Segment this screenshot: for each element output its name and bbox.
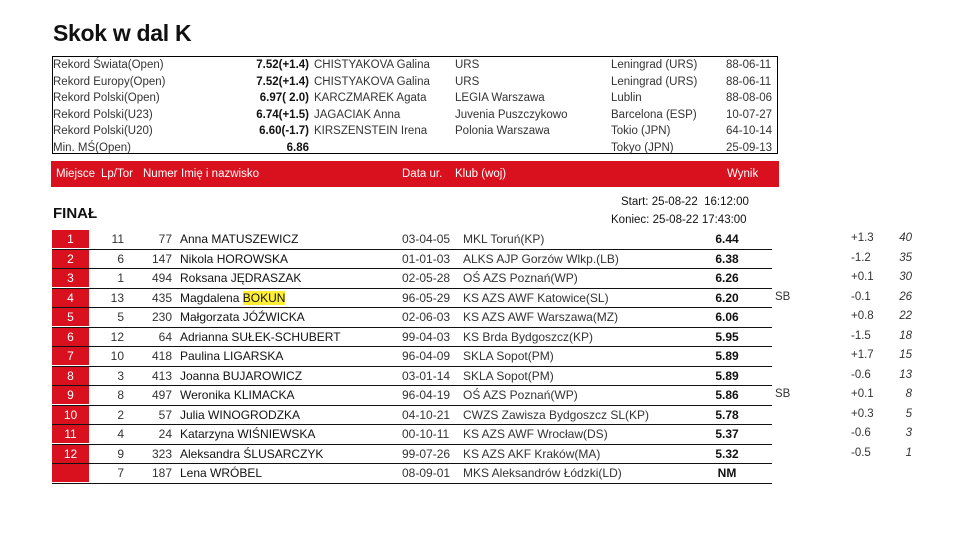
result-wind: -0.5 bbox=[851, 446, 871, 459]
result-birth: 03-01-14 bbox=[402, 368, 451, 383]
record-date: 64-10-14 bbox=[726, 125, 773, 137]
first-name: Weronika bbox=[180, 388, 231, 402]
result-birth: 00-10-11 bbox=[402, 427, 450, 441]
result-birth: 99-07-26 bbox=[402, 446, 451, 461]
result-birth: 96-04-19 bbox=[402, 388, 451, 402]
header-birth: Data ur. bbox=[402, 168, 443, 180]
record-club: URS bbox=[455, 75, 480, 88]
record-date: 88-06-11 bbox=[726, 75, 772, 88]
last-name: WINOGRODZKA bbox=[208, 407, 301, 422]
header-club: Klub (woj) bbox=[455, 168, 507, 180]
page-title: Skok w dal K bbox=[53, 20, 192, 46]
first-name: Katarzyna bbox=[180, 427, 235, 441]
first-name: Magdalena bbox=[180, 290, 240, 305]
record-club: LEGIA Warszawa bbox=[455, 92, 545, 104]
result-row bbox=[52, 269, 772, 289]
result-club: KS AZS AKF Kraków(MA) bbox=[463, 446, 601, 461]
last-name: KLIMACKA bbox=[233, 388, 295, 402]
start-clock: 16:12:00 bbox=[704, 196, 749, 208]
result-row bbox=[52, 308, 772, 328]
result-club: KS AZS AWF Wrocław(DS) bbox=[463, 427, 608, 441]
result-lp: 9 bbox=[117, 446, 124, 461]
result-row bbox=[52, 230, 772, 250]
record-row bbox=[53, 90, 777, 106]
result-place: 11 bbox=[52, 425, 89, 443]
result-lp: 2 bbox=[117, 407, 124, 422]
result-points: 3 bbox=[905, 427, 912, 439]
record-result: 6.86 bbox=[286, 141, 309, 154]
last-name: MATUSZEWICZ bbox=[211, 232, 299, 246]
result-name bbox=[180, 427, 315, 441]
record-result: 6.97( 2.0) bbox=[259, 92, 309, 104]
last-name: JĘDRASZAK bbox=[230, 271, 302, 285]
result-points: 22 bbox=[899, 310, 912, 322]
result-value: 5.89 bbox=[715, 368, 739, 383]
result-place: 12 bbox=[52, 445, 89, 463]
record-row bbox=[53, 57, 777, 73]
result-row bbox=[52, 367, 772, 387]
result-club: SKLA Sopot(PM) bbox=[463, 368, 554, 383]
result-value: NM bbox=[717, 466, 737, 480]
first-name: Roksana bbox=[180, 271, 228, 285]
record-club: Polonia Warszawa bbox=[455, 125, 550, 137]
first-name: Adrianna bbox=[180, 329, 229, 344]
record-name: Rekord Polski(U20) bbox=[53, 125, 153, 137]
record-name: Rekord Europy(Open) bbox=[53, 75, 166, 88]
result-place: 8 bbox=[52, 367, 89, 385]
record-name: Rekord Świata(Open) bbox=[53, 59, 164, 71]
result-lp: 7 bbox=[117, 466, 124, 480]
result-wind: -1.2 bbox=[851, 251, 871, 264]
result-bib: 77 bbox=[158, 232, 172, 246]
result-place: 5 bbox=[52, 308, 89, 326]
result-lp: 8 bbox=[117, 388, 124, 402]
result-name bbox=[180, 369, 302, 383]
result-wind: -0.6 bbox=[851, 368, 871, 381]
result-name bbox=[180, 232, 298, 246]
last-name: WRÓBEL bbox=[210, 466, 263, 480]
result-place: 1 bbox=[52, 230, 89, 248]
result-club: CWZS Zawisza Bydgoszcz SL(KP) bbox=[463, 407, 650, 422]
start-label: Start: bbox=[621, 196, 649, 208]
result-wind: +0.1 bbox=[851, 388, 874, 400]
record-club: URS bbox=[455, 59, 480, 71]
result-club: ALKS AJP Gorzów Wlkp.(LB) bbox=[463, 251, 619, 266]
result-points: 1 bbox=[905, 446, 912, 459]
result-birth: 04-10-21 bbox=[402, 407, 451, 422]
last-name: LIGARSKA bbox=[223, 349, 284, 363]
record-date: 25-09-13 bbox=[726, 141, 773, 154]
result-wind: +0.8 bbox=[851, 310, 874, 322]
record-result: 7.52(+1.4) bbox=[256, 75, 309, 88]
last-name: JÓŹWICKA bbox=[242, 310, 305, 324]
record-result: 6.74(+1.5) bbox=[256, 108, 309, 121]
result-value: 5.95 bbox=[715, 329, 739, 344]
result-wind: +0.3 bbox=[851, 407, 874, 420]
record-date: 88-06-11 bbox=[726, 59, 772, 71]
result-bib: 187 bbox=[151, 466, 172, 480]
result-bib: 57 bbox=[158, 407, 172, 422]
result-lp: 3 bbox=[117, 368, 124, 383]
record-name: Min. MŚ(Open) bbox=[53, 141, 131, 154]
result-lp: 13 bbox=[110, 290, 124, 305]
result-bib: 323 bbox=[151, 446, 172, 461]
result-value: 5.89 bbox=[715, 349, 739, 363]
result-club: MKL Toruń(KP) bbox=[463, 232, 545, 246]
first-name: Joanna bbox=[180, 368, 220, 383]
result-name bbox=[180, 349, 283, 363]
record-place: Tokyo (JPN) bbox=[611, 141, 674, 154]
result-row bbox=[52, 347, 772, 367]
result-wind: -0.6 bbox=[851, 427, 871, 439]
result-value: 6.06 bbox=[715, 310, 739, 324]
result-bib: 230 bbox=[151, 310, 172, 324]
record-row bbox=[53, 107, 777, 123]
result-row bbox=[52, 425, 772, 445]
result-name bbox=[180, 252, 288, 266]
end-label: Koniec: bbox=[611, 214, 650, 226]
result-name bbox=[180, 388, 295, 402]
result-row bbox=[52, 289, 772, 309]
result-points: 40 bbox=[899, 232, 912, 244]
result-note: SB bbox=[775, 388, 791, 400]
result-value: 5.86 bbox=[715, 388, 739, 402]
result-name bbox=[180, 466, 262, 480]
record-athlete: KIRSZENSTEIN Irena bbox=[314, 125, 428, 137]
first-name: Aleksandra bbox=[180, 446, 241, 461]
result-name bbox=[180, 447, 323, 461]
result-name bbox=[180, 271, 301, 285]
result-points: 5 bbox=[905, 407, 912, 420]
result-birth: 96-04-09 bbox=[402, 349, 451, 363]
result-birth: 08-09-01 bbox=[402, 466, 451, 480]
record-date: 88-08-06 bbox=[726, 92, 773, 104]
first-name: Paulina bbox=[180, 349, 221, 363]
result-place: 9 bbox=[52, 386, 89, 404]
result-bib: 147 bbox=[151, 251, 172, 266]
result-wind: -1.5 bbox=[851, 329, 871, 342]
first-name: Nikola bbox=[180, 251, 214, 266]
last-name: WIŚNIEWSKA bbox=[237, 427, 316, 441]
record-athlete: CHISTYAKOVA Galina bbox=[314, 59, 430, 71]
record-club: Juvenia Puszczykowo bbox=[455, 108, 568, 121]
result-lp: 6 bbox=[117, 251, 124, 266]
result-name bbox=[180, 291, 285, 305]
result-lp: 10 bbox=[110, 349, 124, 363]
result-row bbox=[52, 250, 772, 270]
start-date: 25-08-22 bbox=[651, 196, 698, 208]
header-bib: Numer bbox=[143, 168, 178, 180]
result-name bbox=[180, 408, 300, 422]
header-result: Wynik bbox=[727, 168, 759, 180]
record-place: Barcelona (ESP) bbox=[611, 108, 697, 121]
result-wind: +1.3 bbox=[851, 232, 874, 244]
result-points: 13 bbox=[899, 368, 912, 381]
result-value: 5.37 bbox=[715, 427, 739, 441]
record-place: Tokio (JPN) bbox=[611, 125, 671, 137]
header-lp: Lp/Tor bbox=[101, 168, 133, 180]
record-athlete: CHISTYAKOVA Galina bbox=[314, 75, 430, 88]
result-place: 3 bbox=[52, 269, 89, 287]
result-birth: 02-05-28 bbox=[402, 271, 451, 285]
result-club: OŚ AZS Poznań(WP) bbox=[463, 388, 578, 402]
result-place: 2 bbox=[52, 250, 89, 268]
header-place: Miejsce bbox=[56, 168, 95, 180]
result-club: KS AZS AWF Katowice(SL) bbox=[463, 290, 609, 305]
result-birth: 01-01-03 bbox=[402, 251, 451, 266]
result-bib: 497 bbox=[151, 388, 172, 402]
result-club: MKS Aleksandrów Łódzki(LD) bbox=[463, 466, 622, 480]
result-lp: 12 bbox=[110, 329, 124, 344]
record-result: 7.52(+1.4) bbox=[256, 59, 309, 71]
result-name bbox=[180, 310, 305, 324]
result-place: 6 bbox=[52, 328, 89, 346]
result-points: 8 bbox=[905, 388, 912, 400]
result-value: 6.20 bbox=[715, 290, 739, 305]
record-row bbox=[53, 123, 777, 139]
result-place: 10 bbox=[52, 406, 89, 424]
result-club: OŚ AZS Poznań(WP) bbox=[463, 271, 578, 285]
result-row bbox=[52, 406, 772, 426]
last-name: BUJAROWICZ bbox=[222, 368, 303, 383]
end-time bbox=[611, 214, 747, 226]
last-name: ŚLUSARCZYK bbox=[243, 446, 324, 461]
result-lp: 5 bbox=[117, 310, 124, 324]
result-bib: 494 bbox=[151, 271, 172, 285]
result-place: 4 bbox=[52, 289, 89, 307]
result-wind: +1.7 bbox=[851, 349, 874, 361]
result-club: KS Brda Bydgoszcz(KP) bbox=[463, 329, 594, 344]
round-title: FINAŁ bbox=[53, 205, 98, 222]
start-time bbox=[621, 196, 749, 208]
result-note: SB bbox=[775, 290, 791, 303]
record-place: Leningrad (URS) bbox=[611, 75, 698, 88]
result-wind: +0.1 bbox=[851, 271, 874, 283]
result-place bbox=[52, 464, 89, 482]
result-value: 6.44 bbox=[715, 232, 739, 246]
first-name: Lena bbox=[180, 466, 207, 480]
record-row bbox=[53, 140, 777, 156]
record-result: 6.60(-1.7) bbox=[259, 125, 309, 137]
end-date: 25-08-22 bbox=[652, 214, 699, 226]
record-athlete: KARCZMAREK Agata bbox=[314, 92, 427, 104]
record-name: Rekord Polski(U23) bbox=[53, 108, 153, 121]
record-place: Lublin bbox=[611, 92, 642, 104]
result-bib: 435 bbox=[151, 290, 172, 305]
result-name bbox=[180, 330, 341, 344]
last-name: BOKUN bbox=[242, 290, 286, 305]
header-name: Imię i nazwisko bbox=[181, 168, 259, 180]
result-lp: 4 bbox=[117, 427, 124, 441]
last-name: SUŁEK-SCHUBERT bbox=[231, 329, 341, 344]
record-date: 10-07-27 bbox=[726, 108, 773, 121]
result-points: 15 bbox=[899, 349, 912, 361]
first-name: Małgorzata bbox=[180, 310, 240, 324]
last-name: HOROWSKA bbox=[216, 251, 289, 266]
result-value: 6.26 bbox=[715, 271, 739, 285]
result-club: KS AZS AWF Warszawa(MZ) bbox=[463, 310, 619, 324]
record-place: Leningrad (URS) bbox=[611, 59, 698, 71]
result-value: 5.78 bbox=[715, 407, 739, 422]
result-birth: 03-04-05 bbox=[402, 232, 451, 246]
result-row bbox=[52, 328, 772, 348]
result-birth: 96-05-29 bbox=[402, 290, 451, 305]
first-name: Julia bbox=[180, 407, 205, 422]
result-points: 18 bbox=[899, 329, 912, 342]
result-points: 30 bbox=[899, 271, 912, 283]
result-bib: 24 bbox=[158, 427, 172, 441]
result-value: 5.32 bbox=[715, 446, 739, 461]
result-bib: 413 bbox=[151, 368, 172, 383]
result-bib: 64 bbox=[158, 329, 172, 344]
result-wind: -0.1 bbox=[851, 290, 871, 303]
first-name: Anna bbox=[180, 232, 209, 246]
record-row bbox=[53, 74, 777, 90]
result-place: 7 bbox=[52, 347, 89, 365]
result-lp: 1 bbox=[117, 271, 124, 285]
results-header bbox=[51, 161, 779, 187]
result-row bbox=[52, 445, 772, 465]
end-clock: 17:43:00 bbox=[701, 214, 747, 226]
result-lp: 11 bbox=[111, 232, 124, 246]
result-club: SKLA Sopot(PM) bbox=[463, 349, 554, 363]
result-row bbox=[52, 386, 772, 406]
result-birth: 02-06-03 bbox=[402, 310, 451, 324]
result-value: 6.38 bbox=[715, 251, 739, 266]
record-athlete: JAGACIAK Anna bbox=[314, 108, 401, 121]
result-points: 35 bbox=[899, 251, 912, 264]
records-table bbox=[52, 56, 778, 154]
result-points: 26 bbox=[899, 290, 912, 303]
result-birth: 99-04-03 bbox=[402, 329, 451, 344]
result-row bbox=[52, 464, 772, 484]
record-name: Rekord Polski(Open) bbox=[53, 92, 160, 104]
result-bib: 418 bbox=[151, 349, 172, 363]
